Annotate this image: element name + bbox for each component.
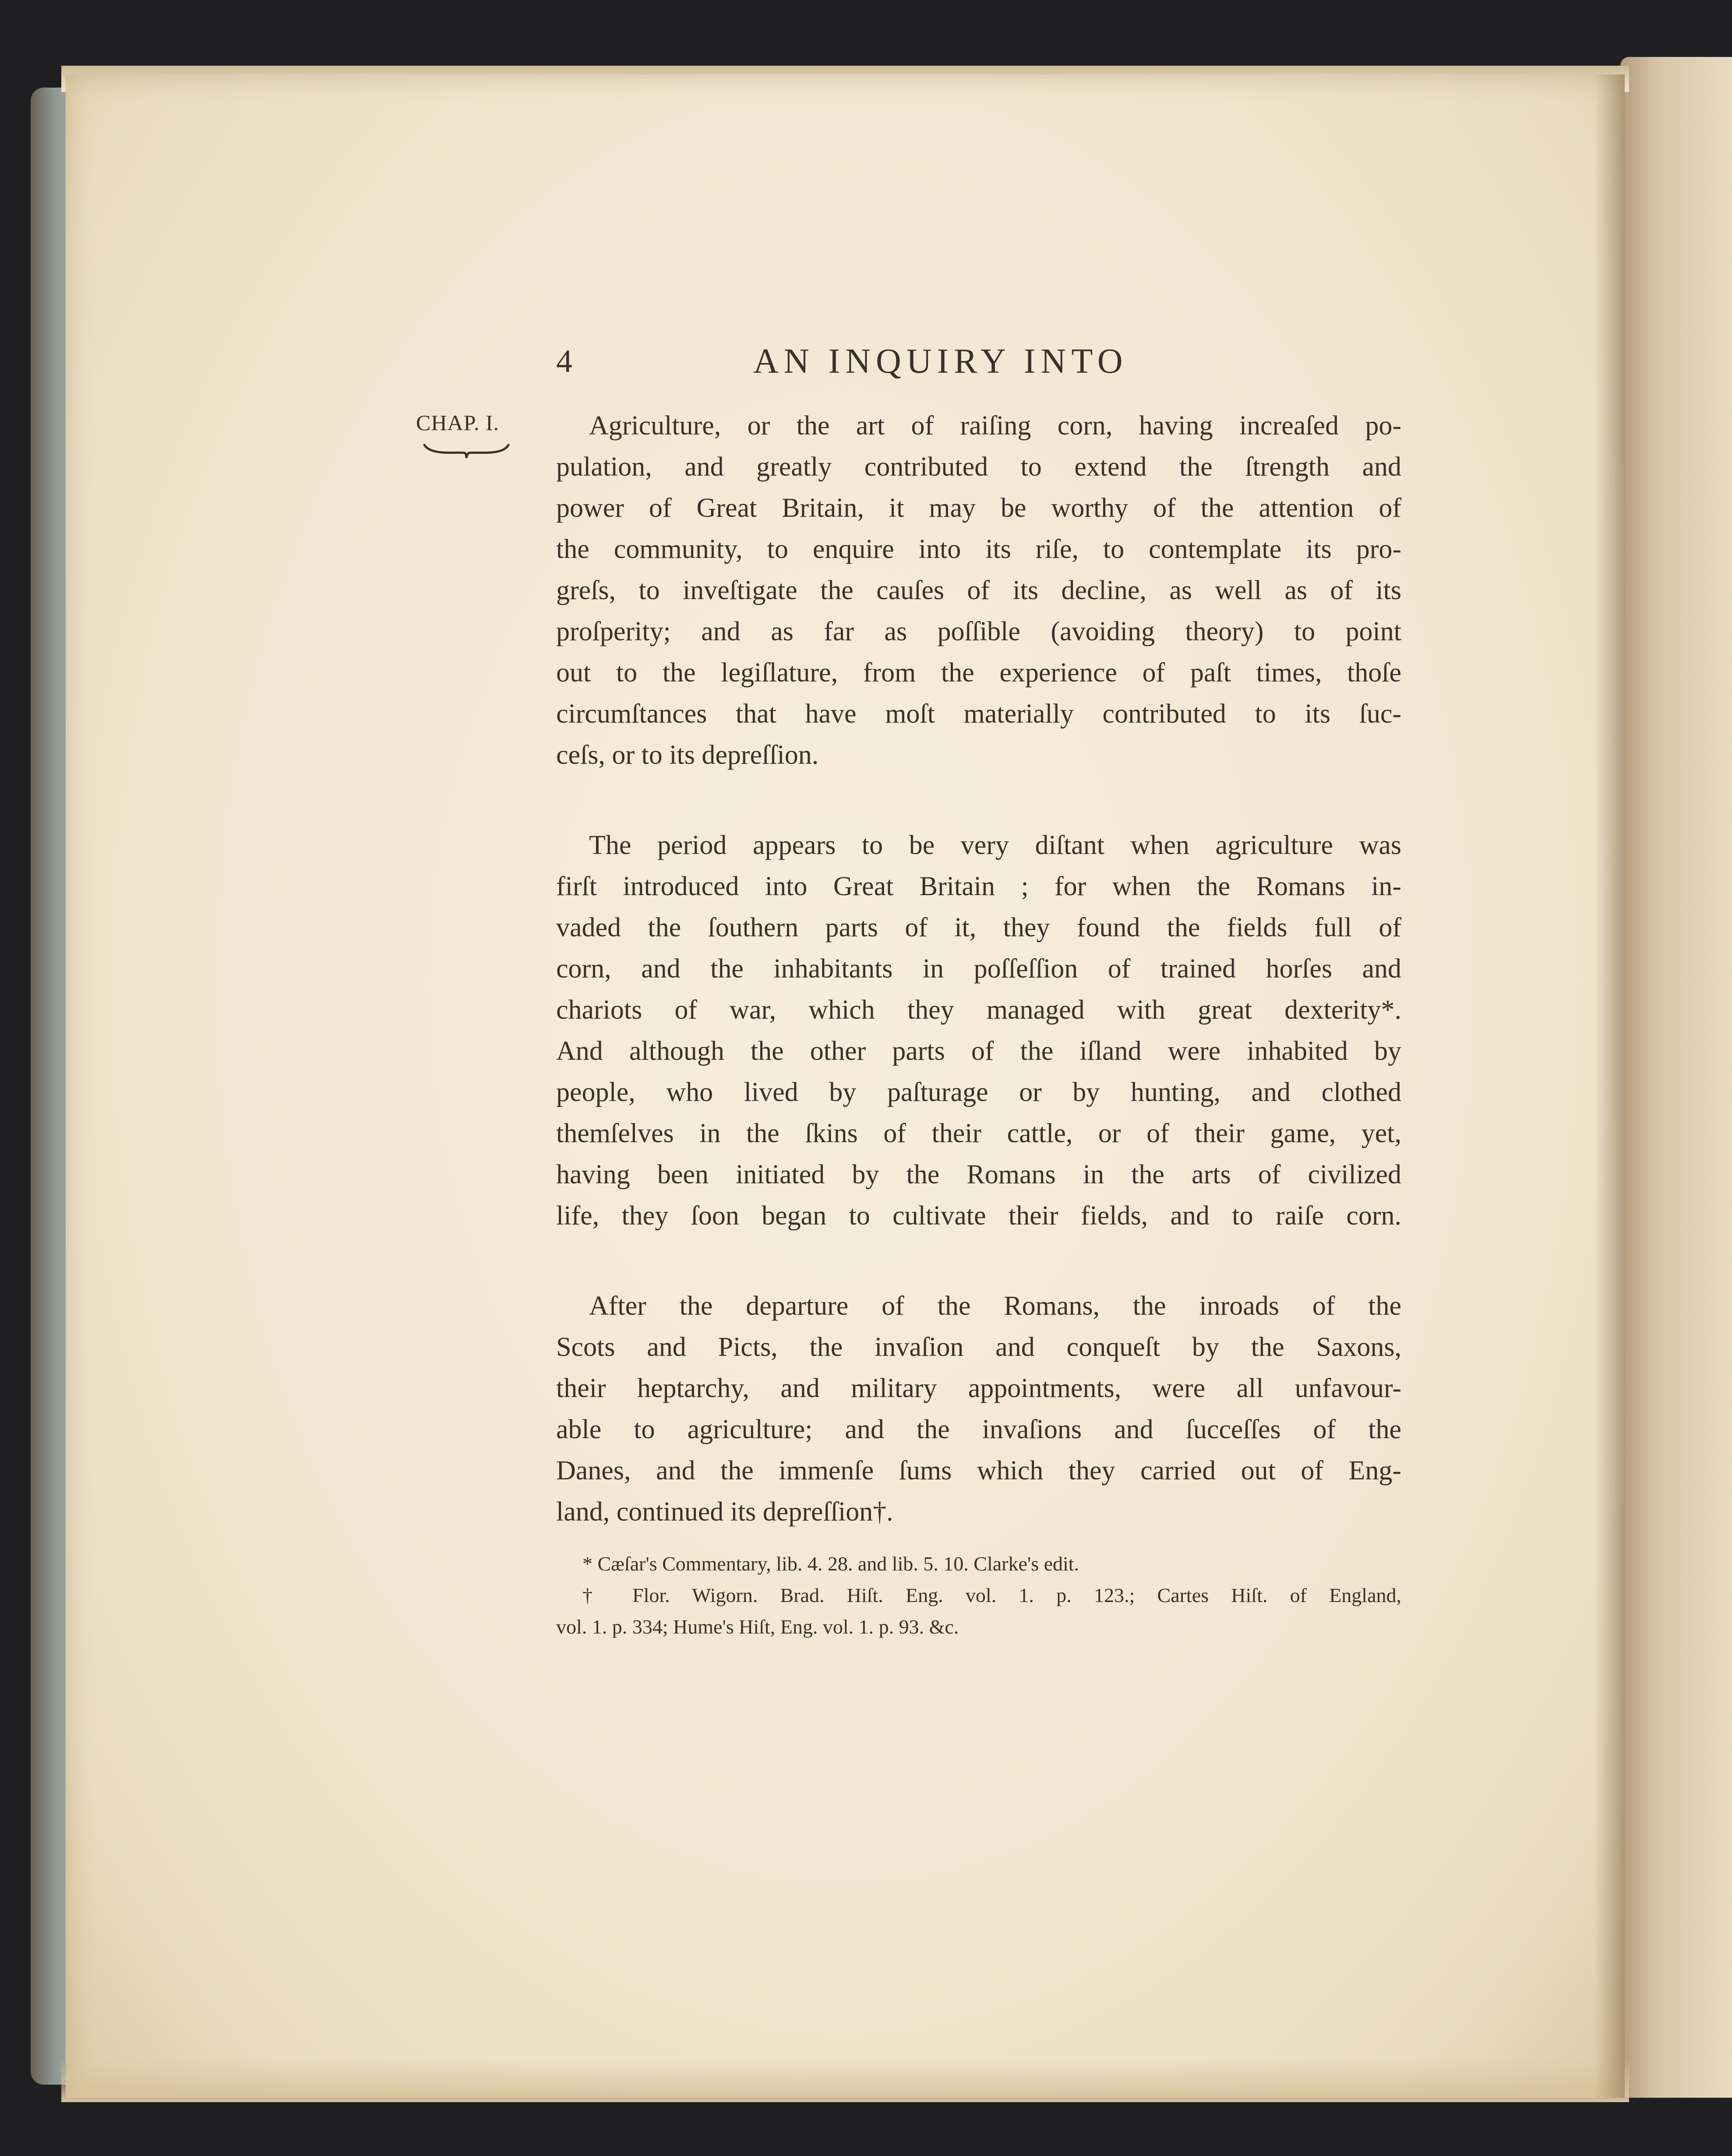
footnote: † Flor. Wigorn. Brad. Hiſt. Eng. vol. 1. p. 123.; Cartes Hiſt. of England, (582, 1584, 1401, 1606)
text-line: greſs, to inveſtigate the cauſes of its decline, as well as of its (556, 575, 1401, 605)
text-line: firſt introduced into Great Britain ; for when the Romans in- (556, 872, 1401, 901)
text-line: Agriculture, or the art of raiſing corn, having increaſed po- (589, 411, 1401, 441)
gutter-shadow (1594, 74, 1625, 2098)
text-line: life, they ſoon began to cultivate their fields, and to raiſe corn. (556, 1201, 1401, 1231)
text-line: people, who lived by paſturage or by hunting, and clothed (556, 1077, 1401, 1107)
page-number: 4 (556, 343, 572, 379)
text-line: The period appears to be very diſtant when agriculture was (589, 830, 1401, 860)
footnotes (556, 1548, 1401, 1643)
text-line: Scots and Picts, the invaſion and conqueſt by the Saxons, (556, 1332, 1401, 1362)
text-line: And although the other parts of the iſland were inhabited by (556, 1036, 1401, 1066)
text-line: chariots of war, which they managed with great dexterity*. (556, 995, 1401, 1025)
body-text (556, 405, 1401, 1532)
text-line: able to agriculture; and the invaſions and ſucceſſes of the (556, 1415, 1401, 1444)
paragraph-3 (556, 1285, 1401, 1532)
page-bottom-edge (61, 2058, 1629, 2102)
facing-page-edge (1620, 57, 1732, 2098)
text-line: out to the legiſlature, from the experience of paſt times, thoſe (556, 658, 1401, 688)
text-line: themſelves in the ſkins of their cattle, or of their game, yet, (556, 1119, 1401, 1148)
footnote: * Cæſar's Commentary, lib. 4. 28. and lib. 5. 10. Clarke's edit. (582, 1553, 1079, 1575)
text-line: Danes, and the immenſe ſums which they carried out of Eng- (556, 1456, 1401, 1486)
text-line: After the departure of the Romans, the inroads of the (589, 1291, 1401, 1321)
text-line: ceſs, or to its depreſſion. (556, 740, 819, 770)
running-head (556, 337, 1432, 385)
paragraph-2 (556, 825, 1401, 1236)
curly-brace-icon (423, 442, 510, 460)
text-line: proſperity; and as far as poſſible (avoiding theory) to point (556, 617, 1401, 646)
text-line: land, continued its depreſſion†. (556, 1497, 893, 1527)
marginal-chapter-note (416, 407, 530, 473)
paragraph-1 (556, 405, 1401, 776)
text-line: power of Great Britain, it may be worthy of the attention of (556, 493, 1401, 523)
text-line: the community, to enquire into its riſe, to contemplate its pro- (556, 534, 1401, 564)
text-line: having been initiated by the Romans in the arts of civilized (556, 1160, 1401, 1189)
text-line: pulation, and greatly contributed to extend the ſtrength and (556, 452, 1401, 482)
running-title: AN INQUIRY INTO (753, 342, 1128, 381)
footnote-continuation: vol. 1. p. 334; Hume's Hiſt, Eng. vol. 1. p. 93. &c. (556, 1616, 959, 1638)
text-line: vaded the ſouthern parts of it, they found the fields full of (556, 913, 1401, 942)
chapter-label: CHAP. I. (416, 410, 499, 435)
text-line: circumſtances that have moſt materially contributed to its ſuc- (556, 699, 1401, 729)
text-line: corn, and the inhabitants in poſſeſſion of trained horſes and (556, 954, 1401, 984)
text-line: their heptarchy, and military appointments, were all unfavour- (556, 1373, 1401, 1403)
